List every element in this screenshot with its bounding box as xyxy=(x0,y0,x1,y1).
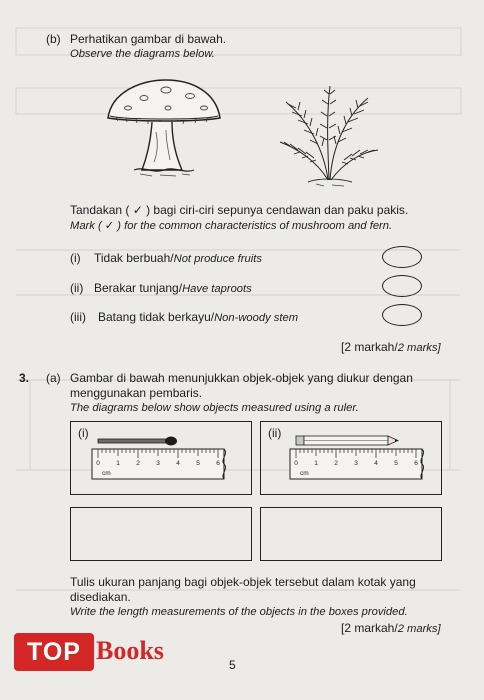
ruler-i-tick-0: 0 xyxy=(96,460,100,467)
ruler-ii-unit: cm xyxy=(300,470,309,477)
q2b-instruction-en: Mark ( ✓ ) for the common characteristics of mushroom and fern. xyxy=(70,220,393,232)
fern-image xyxy=(278,80,380,188)
pencil-object xyxy=(296,436,398,445)
ruler-i-tick-1: 1 xyxy=(116,460,120,467)
ruler-i-tick-6: 6 xyxy=(216,460,220,467)
ruler-i-tick-5: 5 xyxy=(196,460,200,467)
ruler-ii xyxy=(290,449,424,479)
ruler-i-tick-4: 4 xyxy=(176,460,180,467)
option-iii-text xyxy=(98,310,298,325)
answer-box-i[interactable] xyxy=(70,507,252,561)
option-i-text xyxy=(94,251,262,266)
q3a-write-ms-line2: disediakan. xyxy=(70,590,131,604)
diagram-ii-label: (ii) xyxy=(268,426,282,440)
option-iii-ms: Batang tidak berkayu/ xyxy=(98,310,215,324)
q3a-marks-ms: [2 markah/ xyxy=(341,621,398,635)
q3a-marks xyxy=(341,621,441,636)
ruler-i-tick-3: 3 xyxy=(156,460,160,467)
option-ii-text xyxy=(94,281,252,296)
q3a-text-en: The diagrams below show objects measured using a ruler. xyxy=(70,402,359,414)
ruler-ii-tick-2: 2 xyxy=(334,460,338,467)
ruler-i xyxy=(92,449,226,479)
q3a-text-ms-line2: menggunakan pembaris. xyxy=(70,386,203,400)
matchstick-object xyxy=(98,437,177,446)
ruler-ii-tick-6: 6 xyxy=(414,460,418,467)
ruler-ii-tick-0: 0 xyxy=(294,460,298,467)
answer-oval-ii[interactable] xyxy=(382,275,422,297)
answer-oval-iii[interactable] xyxy=(382,304,422,326)
q3a-label: (a) xyxy=(46,371,61,385)
ruler-i-unit: cm xyxy=(102,470,111,477)
q2b-marks-en: 2 marks] xyxy=(397,342,441,354)
q3a-marks-en: 2 marks] xyxy=(397,623,441,635)
answer-oval-i[interactable] xyxy=(382,246,422,268)
ruler-diagram-i xyxy=(90,432,230,488)
ruler-i-tick-2: 2 xyxy=(136,460,140,467)
option-iii-en: Non-woody stem xyxy=(214,312,299,324)
ruler-ii-tick-5: 5 xyxy=(394,460,398,467)
q2b-title-ms: Perhatikan gambar di bawah. xyxy=(70,32,227,46)
q3a-write-ms-line1: Tulis ukuran panjang bagi objek-objek tersebut dalam kotak yang xyxy=(70,575,416,589)
topbooks-logo-books: Books xyxy=(96,636,164,665)
q2b-marks-ms: [2 markah/ xyxy=(341,340,398,354)
q3a-text-ms-line1: Gambar di bawah menunjukkan objek-objek yang diukur dengan xyxy=(70,371,413,385)
ruler-ii-tick-3: 3 xyxy=(354,460,358,467)
mushroom-image xyxy=(104,78,224,182)
option-ii-ms: Berakar tunjang/ xyxy=(94,281,183,295)
option-iii-number: (iii) xyxy=(70,310,86,324)
page-number: 5 xyxy=(229,658,236,672)
option-ii-number: (ii) xyxy=(70,281,84,295)
q3-number: 3. xyxy=(19,371,30,385)
topbooks-logo-top: TOP xyxy=(14,633,94,671)
diagram-i-label: (i) xyxy=(78,426,89,440)
q2b-marks xyxy=(341,340,441,355)
option-i-ms: Tidak berbuah/ xyxy=(94,251,174,265)
option-ii-en: Have taproots xyxy=(182,283,252,295)
option-i-number: (i) xyxy=(70,251,81,265)
ruler-ii-tick-4: 4 xyxy=(374,460,378,467)
ruler-ii-tick-1: 1 xyxy=(314,460,318,467)
q2b-instruction-ms: Tandakan ( ✓ ) bagi ciri-ciri sepunya cendawan dan paku pakis. xyxy=(70,203,409,217)
option-i-en: Not produce fruits xyxy=(173,253,262,265)
q3a-write-en: Write the length measurements of the objects in the boxes provided. xyxy=(70,606,408,618)
q2b-label: (b) xyxy=(46,32,61,46)
q2b-title-en: Observe the diagrams below. xyxy=(70,48,215,60)
ruler-diagram-ii xyxy=(288,432,432,488)
answer-box-ii[interactable] xyxy=(260,507,442,561)
